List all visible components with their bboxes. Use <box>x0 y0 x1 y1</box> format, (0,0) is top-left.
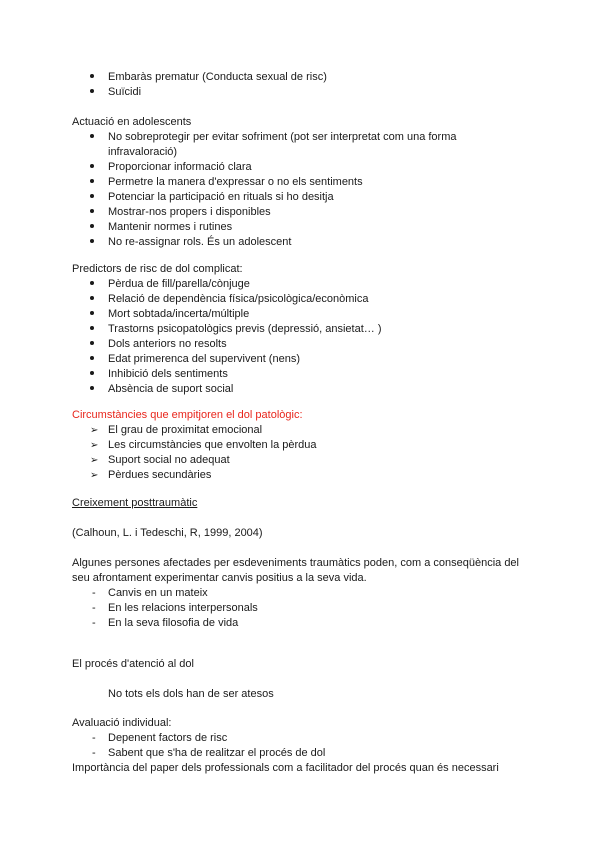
bullet-icon <box>90 352 102 367</box>
list-item: Absència de suport social <box>72 382 532 397</box>
intro-section <box>72 70 532 100</box>
growth-paragraph: Algunes persones afectades per esdeveniments traumàtics poden, com a conseqüència del seu afrontament experimentar canvis positius a la seva vida. <box>72 557 519 584</box>
circumstances-section <box>72 408 532 483</box>
bullet-icon <box>90 130 102 145</box>
growth-heading: Creixement posttraumàtic <box>72 497 198 509</box>
list-item: Relació de dependència física/psicològica/econòmica <box>72 292 532 307</box>
bullet-icon <box>90 277 102 292</box>
bullet-icon <box>90 70 102 85</box>
care-note: No tots els dols han de ser atesos <box>108 688 274 700</box>
list-item: - En les relacions interpersonals <box>92 602 258 614</box>
evaluation-list <box>72 731 542 761</box>
predictors-section <box>72 262 532 397</box>
predictors-list <box>72 277 532 397</box>
list-item: No sobreprotegir per evitar sofriment (pot ser interpretat com una forma infravaloració) <box>72 130 488 160</box>
growth-section <box>72 496 532 511</box>
dash-bullet-icon: - <box>92 732 96 744</box>
adolescents-list <box>72 130 532 250</box>
growth-body <box>72 556 534 631</box>
bullet-icon <box>90 292 102 307</box>
bullet-icon <box>90 175 102 190</box>
evaluation-closing: Importància del paper dels professionals com a facilitador del procés quan és necessari <box>72 762 499 774</box>
list-item: Mostrar-nos propers i disponibles <box>72 205 532 220</box>
list-item: No re-assignar rols. És un adolescent <box>72 235 532 250</box>
list-item: Embaràs prematur (Conducta sexual de risc) <box>72 70 532 85</box>
list-item: - Canvis en un mateix <box>92 587 208 599</box>
growth-citation: (Calhoun, L. i Tedeschi, R, 1999, 2004) <box>72 527 263 539</box>
bullet-icon <box>90 382 102 397</box>
list-item: ➢ El grau de proximitat emocional <box>90 424 263 436</box>
growth-list <box>72 586 534 631</box>
list-item: Proporcionar informació clara <box>72 160 532 175</box>
care-section <box>72 657 532 672</box>
bullet-icon <box>90 85 102 100</box>
bullet-icon <box>90 205 102 220</box>
bullet-icon <box>90 190 102 205</box>
list-item: Permetre la manera d'expressar o no els sentiments <box>72 175 532 190</box>
bullet-icon <box>90 160 102 175</box>
list-item: ➢ Suport social no adequat <box>90 454 230 466</box>
list-item: Edat primerenca del supervivent (nens) <box>72 352 532 367</box>
circumstances-list <box>72 423 532 483</box>
list-item: Pèrdua de fill/parella/cònjuge <box>72 277 532 292</box>
bullet-icon <box>90 307 102 322</box>
list-item: Trastorns psicopatològics previs (depressió, ansietat… ) <box>72 322 532 337</box>
list-item: - En la seva filosofia de vida <box>92 617 239 629</box>
bullet-icon <box>90 235 102 250</box>
care-heading: El procés d'atenció al dol <box>72 658 194 670</box>
circumstances-heading: Circumstàncies que empitjoren el dol patològic: <box>72 409 303 421</box>
list-item: ➢ Pèrdues secundàries <box>90 469 212 481</box>
list-item: - Depenent factors de risc <box>92 732 228 744</box>
dash-bullet-icon: - <box>92 617 96 629</box>
care-note-block <box>72 687 532 702</box>
list-item: Suïcidi <box>72 85 532 100</box>
dash-bullet-icon: - <box>92 602 96 614</box>
dash-bullet-icon: - <box>92 587 96 599</box>
list-item: Mort sobtada/incerta/múltiple <box>72 307 532 322</box>
bullet-icon <box>90 322 102 337</box>
bullet-icon <box>90 367 102 382</box>
intro-list <box>72 70 532 100</box>
list-item: - Sabent que s'ha de realitzar el procés de dol <box>92 747 326 759</box>
arrow-bullet-icon: ➢ <box>90 455 99 466</box>
evaluation-section <box>72 716 542 776</box>
evaluation-heading: Avaluació individual: <box>72 717 172 729</box>
list-item: Inhibició dels sentiments <box>72 367 532 382</box>
arrow-bullet-icon: ➢ <box>90 425 99 436</box>
list-item: Dols anteriors no resolts <box>72 337 532 352</box>
dash-bullet-icon: - <box>92 747 96 759</box>
list-item: ➢ Les circumstàncies que envolten la pèrdua <box>90 439 317 451</box>
arrow-bullet-icon: ➢ <box>90 440 99 451</box>
predictors-heading: Predictors de risc de dol complicat: <box>72 263 243 275</box>
adolescents-section <box>72 115 532 250</box>
bullet-icon <box>90 220 102 235</box>
adolescents-heading: Actuació en adolescents <box>72 116 192 128</box>
bullet-icon <box>90 337 102 352</box>
list-item: Mantenir normes i rutines <box>72 220 532 235</box>
arrow-bullet-icon: ➢ <box>90 470 99 481</box>
growth-citation-block <box>72 526 532 541</box>
list-item: Potenciar la participació en rituals si ho desitja <box>72 190 532 205</box>
